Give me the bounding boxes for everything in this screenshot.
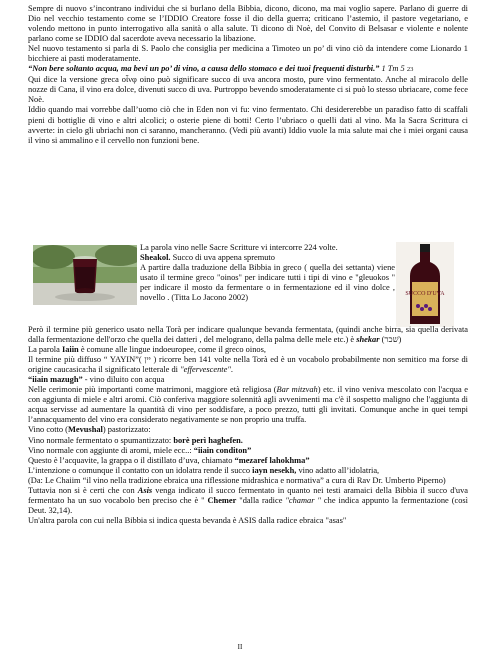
page-number: II	[237, 643, 243, 651]
shekar-hebrew: (שׁכר)	[381, 335, 402, 345]
mid-line-occurrences: La parola vino nelle Sacre Scritture vi intercorre 224 volte.	[140, 243, 338, 252]
wine-glass-photo	[33, 245, 137, 305]
paragraph-conditon: Vino normale con aggiunte di aromi, miele ecc..: “iiain conditon”	[28, 445, 252, 455]
paragraph-new-testament: Nel nuovo testamento si parla di S. Paolo che consiglia per medicina a Timoteo un po’ di vino ciò da intendere come Lionardo 1 bicchiere ai pasti moderatamente.	[28, 44, 468, 64]
paragraph-source: (Da: Le Chaiim “il vino nella tradizione ebraica una riflessione midrashica e normativa” a cura di Rav Dr. Umberto Piperno)	[28, 475, 446, 485]
term-chamar: "chamar "	[285, 495, 321, 505]
paragraph-intro: Sempre di nuovo s’incontrano individui che si burlano della Bibbia, dicono, dicono, ma mai voglio sapere. Parlano di guerre di Dio nel vecchio testamento come se l’IDDIO Creatore fosse il dio della guerra; criticano l’astemio, il pastore vegetariano, e volendo mettono in punto interrogativo alla sanità o alla salute. Ti dicono di Noè, del Convito di Belsasar e violente e nolente parlano come se IDDIO dal sacerdote aveva necessario la libazione.	[28, 4, 468, 44]
quote-timothy	[28, 64, 468, 75]
term-nesekh: iayn nesekh,	[252, 465, 297, 475]
term-bore-peri: borè perì haghefen.	[173, 435, 243, 445]
quote-ref: 1 Tm 5	[381, 64, 405, 74]
paragraph-mezaref: Questo è l’acquavite, la grappa o il distillato d’uva, chiamato “mezaref lahokhma”	[28, 455, 310, 465]
paragraph-asis: Tuttavia non si è certi che con Asis venga indicato il succo fermentato in quanto nei testi aramaici della Bibbia il succo d'uva fermentato ha un suo vocabolo ben preciso che è " Chemer "dalla radice "chamar " che indica appunto la fermentazione (così Deut. 32,14).	[28, 485, 469, 515]
grape-juice-bottle-photo	[396, 242, 454, 327]
term-iiain-mazugh: “iiain mazugh”	[28, 375, 83, 385]
term-sheakol-def: Succo di uva appena spremuto	[170, 253, 275, 263]
paragraph-greek-version: Qui dice la versione greca οἶνφ oino può significare succo di uva ancora mosto, pure vino fermentato. Anche al miracolo delle nozze di Cana, il vino era dolce, divenuti succo di uva. Purtroppo bevendo smoderatamente ci si può lo stesso ubriacare, come fece Noè.	[28, 75, 468, 105]
quote-text: “Non bere soltanto acqua, ma bevi un po’ di vino, a causa dello stomaco e dei tuoi frequenti disturbi.”	[28, 64, 380, 74]
mid-greek-translation: A partire dalla traduzione della Bibbia in greco ( quella dei settanta) viene usato il termine greco "oinos" per indicare tutti i tipi di vino e "gleuokos " per indicare il mosto da fermentare o in fermentazione ed il vino dolce , novello . (Titta Lo Jacono 2002)	[140, 263, 395, 303]
paragraph-asas: Un'altra parola con cui nella Bibbia si indica questa bevanda è ASIS dalla radice ebraica "asas"	[28, 515, 347, 525]
paragraph-eden: Iddio quando mai vorrebbe dall’uomo ciò che in Eden non vi fu: vino fermentato. Chi desidererebbe un paradiso fatto di scaffali pieni di bottiglie di vino e altri alcolici; o osterie piene di botti! Certo l’ubriaco o quelli dati al vino. Ma la Sacra Scrittura ci avverte: in cielo gli ubriachi non ci saranno, mancheranno. (Vedi più avanti) Iddio vuole la mia salute mai che i miei organi causa il vino si ammalino e il cervello non funzioni bene.	[28, 105, 468, 145]
term-asis: Asis	[137, 485, 153, 495]
term-sheakol: Sheakol.	[140, 253, 171, 263]
term-conditon: “iiain conditon”	[193, 445, 252, 455]
bottle-label-text: SUCCO D'UVA	[405, 291, 445, 297]
intro-block	[28, 4, 468, 146]
quote-ref-verse: 23	[406, 66, 414, 74]
term-mevushal: Mevushal	[67, 425, 103, 435]
paragraph-yayin: Il termine più diffuso “ YAYIN”( יין ) ricorre ben 141 volte nella Torà ed è un vocabolo probabilmente non semitico ma forse di origine caucasica:ha il significato letterale di "effervescente".	[28, 355, 468, 375]
paragraph-nesekh: L’intenzione o comunque il contatto con un idolatra rende il succo iayn nesekh, vino adatto all’idolatria,	[28, 465, 380, 475]
paragraph-shekar	[28, 325, 468, 345]
term-effervescente: "effervescente"	[180, 365, 231, 375]
term-iaiin: Iaiin	[61, 345, 79, 355]
mid-sheakol	[140, 253, 395, 263]
shekar-text: Però il termine più generico usato nella Torà per indicare qualunque bevanda fermentata, (quindi anche birra, sia quella derivata dalla fermentazione dell'orzo che quella dei datteri , del melograno, della palma delle mele etc.) è	[28, 325, 468, 345]
paragraph-mevushal: Vino cotto (Mevushal) pastorizzato:	[28, 425, 151, 435]
term-bar-mitzvah: Bar mitzvah	[276, 385, 318, 395]
lower-block	[28, 325, 468, 526]
paragraph-bore-peri: Vino normale fermentato o spumantizzato: borè perì haghefen.	[28, 435, 243, 445]
paragraph-iaiin: La parola Iaiin è comune alle lingue indoeuropee, come il greco oinos,	[28, 345, 266, 355]
paragraph-ceremonies: Nelle cerimonie più importanti come matrimoni, maggiore età religiosa (Bar mitzvah) etc. il vino veniva mescolato con l'acqua e con aggiunta di miele e altri aromi. Ciò conferiva maggiore solennità agli avvenimenti ma c'è il sospetto maligno che l'aggiunta di acqua servisse ad aumentare la quantità di vino per soddisfare, a poco prezzo, tutti gli invitati. Comunque anche in quei tempi l’annacquamento del vino era considerato negativamente se non proprio una truffa.	[28, 385, 468, 425]
term-shekar: shekar	[356, 335, 380, 345]
term-chemer: Chemer	[207, 495, 237, 505]
term-mezaref: “mezaref lahokhma”	[234, 455, 310, 465]
paragraph-iiain-mazugh: “iiain mazugh” - vino diluito con acqua	[28, 375, 165, 385]
middle-text-block	[140, 243, 395, 303]
